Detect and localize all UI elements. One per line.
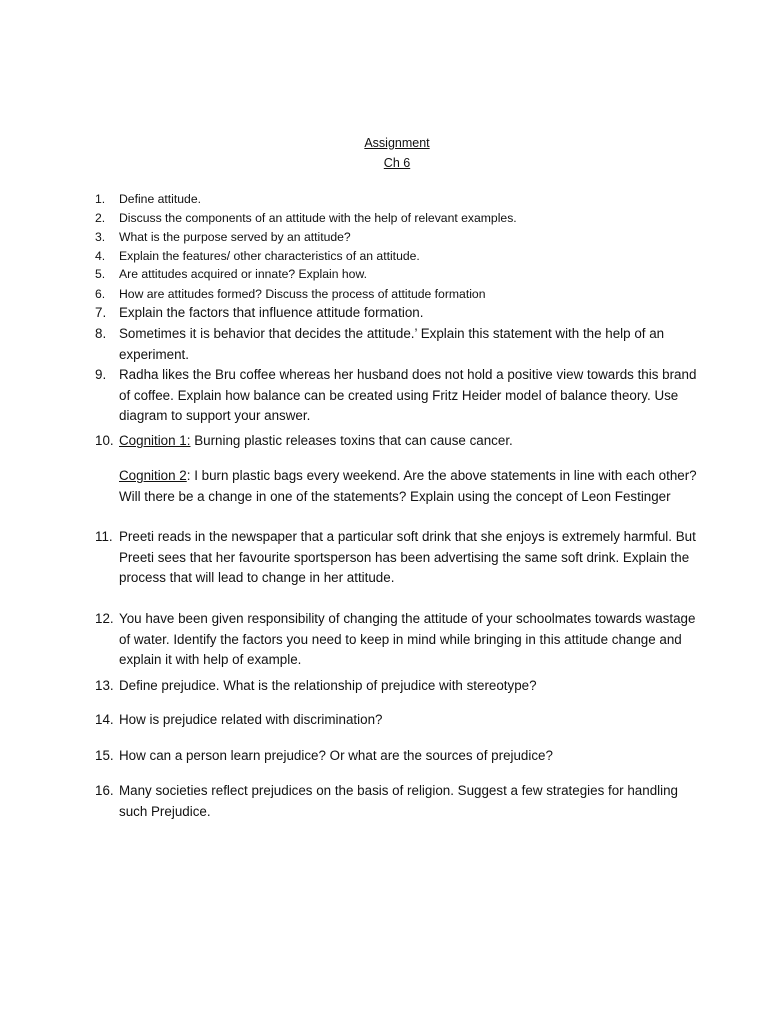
item-text: Define prejudice. What is the relationship of prejudice with stereotype?	[119, 678, 537, 693]
item-number: 6.	[95, 287, 106, 301]
cognition-2-text: : I burn plastic bags every weekend. Are the above statements in line with each other? Will there be a change in one of the statements? Explain using the concept of Leon Festinger	[119, 468, 697, 504]
item-text: Preeti reads in the newspaper that a particular soft drink that she enjoys is extremely harmful. But Preeti sees that her favourite sportsperson has been advertising the same soft drink. Explain the process that will lead to change in her attitude.	[119, 529, 696, 585]
item-text: Many societies reflect prejudices on the basis of religion. Suggest a few strategies for handling such Prejudice.	[119, 783, 678, 819]
item-text: Define attitude.	[119, 192, 201, 206]
cognition-1-text: Burning plastic releases toxins that can cause cancer.	[190, 433, 513, 448]
item-text: You have been given responsibility of changing the attitude of your schoolmates towards wastage of water. Identify the factors you need to keep in mind while bringing in this attitude change and explain it with help of example.	[119, 611, 696, 667]
item-number: 11.	[95, 529, 113, 544]
item-number: 14.	[95, 712, 114, 727]
item-text: Discuss the components of an attitude with the help of relevant examples.	[119, 211, 517, 225]
item-text	[119, 466, 699, 507]
item-number: 13.	[95, 678, 114, 693]
item-number: 9.	[95, 367, 107, 382]
cognition-2-label: Cognition 2	[119, 468, 187, 483]
item-number: 16.	[95, 783, 114, 798]
item-number: 3.	[95, 230, 106, 244]
item-number: 5.	[95, 267, 106, 281]
item-text	[119, 431, 699, 452]
item-text: What is the purpose served by an attitude?	[119, 230, 351, 244]
item-number: 12.	[95, 611, 114, 626]
item-number: 7.	[95, 305, 107, 320]
item-text: Sometimes it is behavior that decides the attitude.’ Explain this statement with the help of an experiment.	[119, 326, 665, 362]
item-number: 2.	[95, 211, 106, 225]
item-number: 10.	[95, 433, 114, 448]
item-text: Explain the features/ other characteristics of an attitude.	[119, 249, 420, 263]
item-text: Radha likes the Bru coffee whereas her husband does not hold a positive view towards this brand of coffee. Explain how balance can be created using Fritz Heider model of balance theory. Use diagram to support your answer.	[119, 367, 697, 423]
item-number: 15.	[95, 748, 114, 763]
cognition-1-label: Cognition 1:	[119, 433, 191, 448]
chapter-subtitle: Ch 6	[383, 156, 411, 170]
item-text: How is prejudice related with discrimination?	[119, 712, 383, 727]
item-text: How can a person learn prejudice? Or what are the sources of prejudice?	[119, 748, 553, 763]
item-number: 8.	[95, 326, 107, 341]
item-number: 1.	[95, 192, 106, 206]
item-text: How are attitudes formed? Discuss the process of attitude formation	[119, 287, 486, 301]
assignment-title: Assignment	[364, 136, 430, 150]
item-text: Are attitudes acquired or innate? Explain how.	[119, 267, 367, 281]
item-text: Explain the factors that influence attitude formation.	[119, 305, 424, 320]
item-number: 4.	[95, 249, 106, 263]
